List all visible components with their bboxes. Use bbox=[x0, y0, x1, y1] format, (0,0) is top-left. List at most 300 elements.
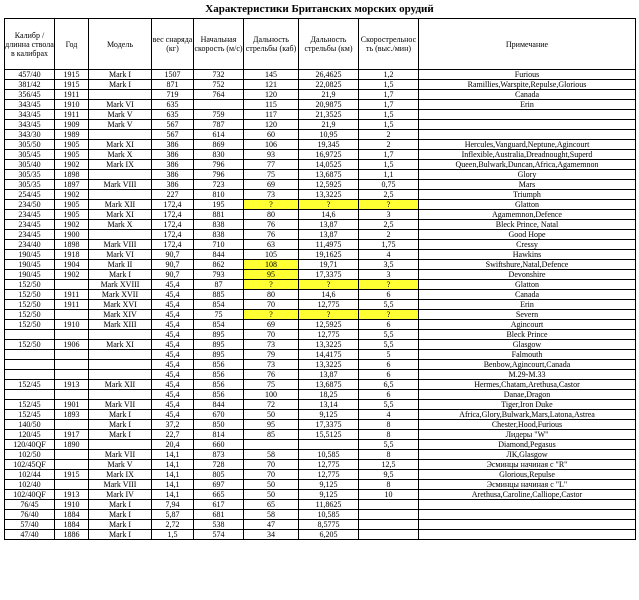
cell-range-km: 13,3225 bbox=[299, 190, 359, 200]
cell-range-cables: 69 bbox=[244, 180, 299, 190]
cell-caliber: 152/45 bbox=[5, 410, 55, 420]
cell-shell-weight: 1,5 bbox=[152, 530, 194, 540]
cell-muzzle-velocity: 87 bbox=[194, 280, 244, 290]
cell-model: Mark I bbox=[89, 80, 152, 90]
cell-range-km: 21,9 bbox=[299, 120, 359, 130]
cell-rate-of-fire: 6 bbox=[359, 370, 419, 380]
cell-year bbox=[55, 360, 89, 370]
cell-notes: Erin bbox=[419, 100, 636, 110]
cell-range-cables: 75 bbox=[244, 380, 299, 390]
cell-caliber: 305/35 bbox=[5, 180, 55, 190]
cell-muzzle-velocity: 787 bbox=[194, 120, 244, 130]
cell-caliber bbox=[5, 350, 55, 360]
cell-notes: Ramillies,Warspite,Repulse,Glorious bbox=[419, 80, 636, 90]
cell-shell-weight: 14,1 bbox=[152, 490, 194, 500]
cell-year: 1905 bbox=[55, 200, 89, 210]
cell-muzzle-velocity: 854 bbox=[194, 300, 244, 310]
cell-model: Mark XVIII bbox=[89, 280, 152, 290]
cell-caliber: 102/45QF bbox=[5, 460, 55, 470]
cell-range-km: 17,3375 bbox=[299, 420, 359, 430]
cell-caliber: 343/45 bbox=[5, 110, 55, 120]
cell-range-km: ? bbox=[299, 280, 359, 290]
cell-caliber: 120/45 bbox=[5, 430, 55, 440]
cell-range-km: 12,775 bbox=[299, 460, 359, 470]
table-row bbox=[5, 360, 636, 370]
cell-shell-weight: 45,4 bbox=[152, 330, 194, 340]
cell-muzzle-velocity: 614 bbox=[194, 130, 244, 140]
cell-notes: Chester,Hood,Furious bbox=[419, 420, 636, 430]
cell-rate-of-fire: 4 bbox=[359, 410, 419, 420]
cell-model bbox=[89, 360, 152, 370]
cell-shell-weight: 45,4 bbox=[152, 280, 194, 290]
cell-shell-weight: 45,4 bbox=[152, 310, 194, 320]
cell-range-km: 17,3375 bbox=[299, 270, 359, 280]
cell-notes bbox=[419, 520, 636, 530]
cell-range-km: 9,125 bbox=[299, 410, 359, 420]
cell-caliber: 47/40 bbox=[5, 530, 55, 540]
cell-shell-weight: 386 bbox=[152, 140, 194, 150]
cell-caliber: 102/40 bbox=[5, 480, 55, 490]
cell-range-cables: 105 bbox=[244, 250, 299, 260]
cell-caliber: 234/45 bbox=[5, 210, 55, 220]
table-row bbox=[5, 350, 636, 360]
table-row bbox=[5, 520, 636, 530]
cell-year: 1905 bbox=[55, 140, 89, 150]
table-row bbox=[5, 210, 636, 220]
cell-model: Mark VI bbox=[89, 100, 152, 110]
cell-muzzle-velocity: 752 bbox=[194, 80, 244, 90]
cell-notes: Эсминцы начиная с "L" bbox=[419, 480, 636, 490]
cell-rate-of-fire: 1,5 bbox=[359, 160, 419, 170]
cell-year: 1915 bbox=[55, 80, 89, 90]
cell-range-km: 13,87 bbox=[299, 230, 359, 240]
cell-model: Mark IX bbox=[89, 160, 152, 170]
cell-rate-of-fire: 8 bbox=[359, 480, 419, 490]
cell-model: Mark XIII bbox=[89, 320, 152, 330]
cell-notes: Severn bbox=[419, 310, 636, 320]
cell-range-km: 19,1625 bbox=[299, 250, 359, 260]
cell-shell-weight: 635 bbox=[152, 110, 194, 120]
cell-caliber: 152/50 bbox=[5, 310, 55, 320]
cell-caliber: 356/45 bbox=[5, 90, 55, 100]
cell-year: 1910 bbox=[55, 320, 89, 330]
cell-range-cables: 70 bbox=[244, 300, 299, 310]
cell-muzzle-velocity: 670 bbox=[194, 410, 244, 420]
cell-rate-of-fire: 1,75 bbox=[359, 240, 419, 250]
cell-range-cables: 95 bbox=[244, 420, 299, 430]
cell-muzzle-velocity: 710 bbox=[194, 240, 244, 250]
cell-rate-of-fire: 2 bbox=[359, 140, 419, 150]
cell-year: 1886 bbox=[55, 530, 89, 540]
cell-muzzle-velocity: 895 bbox=[194, 340, 244, 350]
cell-caliber: 152/50 bbox=[5, 280, 55, 290]
cell-rate-of-fire: 1,7 bbox=[359, 100, 419, 110]
table-row bbox=[5, 70, 636, 80]
cell-muzzle-velocity: 844 bbox=[194, 400, 244, 410]
cell-range-cables: 120 bbox=[244, 120, 299, 130]
cell-caliber: 152/45 bbox=[5, 400, 55, 410]
cell-rate-of-fire: 6,5 bbox=[359, 380, 419, 390]
cell-notes bbox=[419, 530, 636, 540]
col-notes: Примечание bbox=[419, 19, 636, 70]
cell-year: 1890 bbox=[55, 440, 89, 450]
cell-rate-of-fire: 2,5 bbox=[359, 190, 419, 200]
cell-rate-of-fire: 9,5 bbox=[359, 470, 419, 480]
cell-model: Mark I bbox=[89, 500, 152, 510]
cell-range-cables: 70 bbox=[244, 330, 299, 340]
cell-shell-weight: 45,4 bbox=[152, 290, 194, 300]
cell-range-cables: 76 bbox=[244, 220, 299, 230]
cell-model bbox=[89, 130, 152, 140]
cell-model bbox=[89, 90, 152, 100]
cell-range-km: 13,3225 bbox=[299, 340, 359, 350]
cell-shell-weight: 386 bbox=[152, 150, 194, 160]
cell-range-cables: 80 bbox=[244, 210, 299, 220]
cell-muzzle-velocity: 665 bbox=[194, 490, 244, 500]
cell-range-km: 14,4175 bbox=[299, 350, 359, 360]
cell-range-km: 26,4625 bbox=[299, 70, 359, 80]
cell-notes: Falmouth bbox=[419, 350, 636, 360]
table-row bbox=[5, 180, 636, 190]
cell-shell-weight: 567 bbox=[152, 120, 194, 130]
cell-muzzle-velocity: 844 bbox=[194, 250, 244, 260]
cell-rate-of-fire: 8 bbox=[359, 450, 419, 460]
table-row bbox=[5, 460, 636, 470]
cell-model: Mark I bbox=[89, 430, 152, 440]
cell-model: Mark VII bbox=[89, 450, 152, 460]
cell-range-cables: 47 bbox=[244, 520, 299, 530]
cell-shell-weight: 14,1 bbox=[152, 480, 194, 490]
cell-year: 1898 bbox=[55, 170, 89, 180]
cell-caliber: 190/45 bbox=[5, 260, 55, 270]
table-row bbox=[5, 280, 636, 290]
cell-shell-weight: 871 bbox=[152, 80, 194, 90]
cell-caliber bbox=[5, 360, 55, 370]
cell-range-km: 9,125 bbox=[299, 490, 359, 500]
table-row bbox=[5, 130, 636, 140]
cell-muzzle-velocity: 838 bbox=[194, 230, 244, 240]
cell-muzzle-velocity: 810 bbox=[194, 190, 244, 200]
cell-range-cables bbox=[244, 440, 299, 450]
cell-muzzle-velocity: 75 bbox=[194, 310, 244, 320]
cell-range-km: 20,9875 bbox=[299, 100, 359, 110]
col-range-cables: Дальность стрельбы (каб) bbox=[244, 19, 299, 70]
cell-year: 1913 bbox=[55, 380, 89, 390]
cell-range-km: 11,4975 bbox=[299, 240, 359, 250]
cell-range-km: 21,3525 bbox=[299, 110, 359, 120]
cell-year bbox=[55, 390, 89, 400]
cell-range-cables: 93 bbox=[244, 150, 299, 160]
cell-range-cables: 70 bbox=[244, 470, 299, 480]
cell-range-km: 14,6 bbox=[299, 210, 359, 220]
cell-rate-of-fire: 1,5 bbox=[359, 110, 419, 120]
col-shell-weight: вес снаряда (кг) bbox=[152, 19, 194, 70]
cell-muzzle-velocity: 723 bbox=[194, 180, 244, 190]
cell-year: 1913 bbox=[55, 490, 89, 500]
cell-rate-of-fire: 6 bbox=[359, 290, 419, 300]
cell-rate-of-fire: 2 bbox=[359, 130, 419, 140]
cell-caliber: 343/45 bbox=[5, 100, 55, 110]
cell-caliber: 102/50 bbox=[5, 450, 55, 460]
cell-rate-of-fire bbox=[359, 500, 419, 510]
cell-rate-of-fire: 1,7 bbox=[359, 90, 419, 100]
cell-rate-of-fire: 5,5 bbox=[359, 300, 419, 310]
cell-range-km: 22,0825 bbox=[299, 80, 359, 90]
table-row bbox=[5, 440, 636, 450]
cell-range-cables: 50 bbox=[244, 480, 299, 490]
table-row bbox=[5, 390, 636, 400]
table-row bbox=[5, 250, 636, 260]
cell-model: Mark I bbox=[89, 520, 152, 530]
cell-muzzle-velocity: 796 bbox=[194, 170, 244, 180]
cell-year bbox=[55, 480, 89, 490]
cell-shell-weight: 45,4 bbox=[152, 320, 194, 330]
cell-caliber: 102/44 bbox=[5, 470, 55, 480]
cell-range-km: 21,9 bbox=[299, 90, 359, 100]
cell-range-km: 13,3225 bbox=[299, 360, 359, 370]
cell-range-cables: 75 bbox=[244, 170, 299, 180]
cell-range-cables: 58 bbox=[244, 510, 299, 520]
cell-model: Mark I bbox=[89, 530, 152, 540]
cell-year bbox=[55, 350, 89, 360]
table-row bbox=[5, 160, 636, 170]
col-year: Год bbox=[55, 19, 89, 70]
table-row bbox=[5, 90, 636, 100]
cell-rate-of-fire: 0,75 bbox=[359, 180, 419, 190]
cell-model: Mark I bbox=[89, 410, 152, 420]
cell-range-km: 13,6875 bbox=[299, 380, 359, 390]
cell-shell-weight: 14,1 bbox=[152, 460, 194, 470]
table-row bbox=[5, 110, 636, 120]
cell-model: Mark VIII bbox=[89, 180, 152, 190]
cell-rate-of-fire: 1,7 bbox=[359, 150, 419, 160]
cell-year: 1909 bbox=[55, 120, 89, 130]
cell-range-cables: 58 bbox=[244, 450, 299, 460]
cell-notes: Лидеры "W" bbox=[419, 430, 636, 440]
cell-caliber: 343/30 bbox=[5, 130, 55, 140]
cell-caliber bbox=[5, 370, 55, 380]
cell-range-cables: ? bbox=[244, 310, 299, 320]
cell-model: Mark VII bbox=[89, 400, 152, 410]
cell-shell-weight: 22,7 bbox=[152, 430, 194, 440]
cell-notes bbox=[419, 500, 636, 510]
cell-rate-of-fire: 2 bbox=[359, 230, 419, 240]
cell-shell-weight: 90,7 bbox=[152, 250, 194, 260]
cell-year: 1902 bbox=[55, 270, 89, 280]
cell-muzzle-velocity: 830 bbox=[194, 150, 244, 160]
cell-caliber: 76/45 bbox=[5, 500, 55, 510]
cell-range-cables: 117 bbox=[244, 110, 299, 120]
cell-range-km: 18,25 bbox=[299, 390, 359, 400]
cell-muzzle-velocity: 854 bbox=[194, 320, 244, 330]
cell-rate-of-fire: ? bbox=[359, 310, 419, 320]
cell-muzzle-velocity: 881 bbox=[194, 210, 244, 220]
cell-notes: M.29-M.33 bbox=[419, 370, 636, 380]
cell-model: Mark XVI bbox=[89, 300, 152, 310]
table-row bbox=[5, 420, 636, 430]
cell-shell-weight: 45,4 bbox=[152, 350, 194, 360]
cell-range-km: 12,775 bbox=[299, 300, 359, 310]
cell-range-cables: 73 bbox=[244, 340, 299, 350]
cell-rate-of-fire: 6 bbox=[359, 360, 419, 370]
cell-muzzle-velocity: 660 bbox=[194, 440, 244, 450]
cell-range-km: 12,5925 bbox=[299, 180, 359, 190]
cell-range-cables: 50 bbox=[244, 410, 299, 420]
cell-range-cables: 100 bbox=[244, 390, 299, 400]
cell-year: 1911 bbox=[55, 300, 89, 310]
cell-caliber: 57/40 bbox=[5, 520, 55, 530]
cell-shell-weight: 386 bbox=[152, 170, 194, 180]
cell-rate-of-fire: 1,2 bbox=[359, 70, 419, 80]
cell-shell-weight: 1507 bbox=[152, 70, 194, 80]
cell-range-cables: 120 bbox=[244, 90, 299, 100]
cell-notes: Mars bbox=[419, 180, 636, 190]
cell-model: Mark V bbox=[89, 460, 152, 470]
cell-year bbox=[55, 460, 89, 470]
cell-model: Mark I bbox=[89, 270, 152, 280]
cell-model: Mark XI bbox=[89, 340, 152, 350]
cell-range-cables: 95 bbox=[244, 270, 299, 280]
cell-shell-weight: 172,4 bbox=[152, 230, 194, 240]
cell-rate-of-fire: 12,5 bbox=[359, 460, 419, 470]
table-row bbox=[5, 300, 636, 310]
cell-notes: Bleck Prince, Natal bbox=[419, 220, 636, 230]
cell-rate-of-fire: 3,5 bbox=[359, 260, 419, 270]
cell-year: 1910 bbox=[55, 500, 89, 510]
cell-year: 1904 bbox=[55, 260, 89, 270]
cell-range-cables: 115 bbox=[244, 100, 299, 110]
table-row bbox=[5, 340, 636, 350]
cell-shell-weight: 386 bbox=[152, 180, 194, 190]
cell-muzzle-velocity: 895 bbox=[194, 350, 244, 360]
cell-model: Mark V bbox=[89, 110, 152, 120]
cell-range-km: 15,5125 bbox=[299, 430, 359, 440]
cell-range-cables: 60 bbox=[244, 130, 299, 140]
cell-range-km: 6,205 bbox=[299, 530, 359, 540]
cell-model: Mark VIII bbox=[89, 240, 152, 250]
cell-range-km: 11,8625 bbox=[299, 500, 359, 510]
cell-model: Mark X bbox=[89, 150, 152, 160]
cell-muzzle-velocity: 732 bbox=[194, 70, 244, 80]
cell-model bbox=[89, 190, 152, 200]
cell-shell-weight: 45,4 bbox=[152, 380, 194, 390]
table-row bbox=[5, 410, 636, 420]
cell-rate-of-fire: 4 bbox=[359, 250, 419, 260]
cell-model: Mark XII bbox=[89, 380, 152, 390]
cell-rate-of-fire: 6 bbox=[359, 390, 419, 400]
cell-range-km: 13,14 bbox=[299, 400, 359, 410]
cell-range-km: 9,125 bbox=[299, 480, 359, 490]
cell-year: 1902 bbox=[55, 160, 89, 170]
cell-model: Mark I bbox=[89, 420, 152, 430]
table-row bbox=[5, 80, 636, 90]
cell-rate-of-fire: 1,5 bbox=[359, 120, 419, 130]
cell-caliber: 76/40 bbox=[5, 510, 55, 520]
cell-rate-of-fire: ? bbox=[359, 200, 419, 210]
col-model: Модель bbox=[89, 19, 152, 70]
cell-model: Mark II bbox=[89, 260, 152, 270]
cell-year: 1918 bbox=[55, 250, 89, 260]
cell-caliber: 152/50 bbox=[5, 290, 55, 300]
cell-rate-of-fire: 2,5 bbox=[359, 220, 419, 230]
cell-model: Mark I bbox=[89, 70, 152, 80]
cell-year: 1905 bbox=[55, 150, 89, 160]
table-row bbox=[5, 480, 636, 490]
cell-year bbox=[55, 330, 89, 340]
cell-muzzle-velocity: 862 bbox=[194, 260, 244, 270]
cell-range-km: 12,775 bbox=[299, 330, 359, 340]
cell-notes: Canada bbox=[419, 290, 636, 300]
cell-model bbox=[89, 370, 152, 380]
cell-notes bbox=[419, 130, 636, 140]
table-row bbox=[5, 170, 636, 180]
cell-shell-weight: 172,4 bbox=[152, 210, 194, 220]
cell-rate-of-fire: 5 bbox=[359, 350, 419, 360]
cell-notes: Erin bbox=[419, 300, 636, 310]
cell-rate-of-fire bbox=[359, 530, 419, 540]
cell-shell-weight: 14,1 bbox=[152, 450, 194, 460]
cell-shell-weight: 37,2 bbox=[152, 420, 194, 430]
cell-model: Mark XIV bbox=[89, 310, 152, 320]
cell-notes: Hermes,Chatam,Arethusa,Castor bbox=[419, 380, 636, 390]
table-row bbox=[5, 140, 636, 150]
cell-shell-weight: 2,72 bbox=[152, 520, 194, 530]
cell-year: 1897 bbox=[55, 180, 89, 190]
cell-muzzle-velocity: 895 bbox=[194, 330, 244, 340]
cell-range-cables: 73 bbox=[244, 360, 299, 370]
cell-notes: Queen,Bulwark,Duncan,Africa,Agamemnon bbox=[419, 160, 636, 170]
cell-year: 1910 bbox=[55, 100, 89, 110]
cell-rate-of-fire: 5,5 bbox=[359, 330, 419, 340]
cell-notes: Benbow,Agincourt,Canada bbox=[419, 360, 636, 370]
cell-range-cables: 108 bbox=[244, 260, 299, 270]
cell-model: Mark VI bbox=[89, 250, 152, 260]
table-row bbox=[5, 190, 636, 200]
cell-year bbox=[55, 310, 89, 320]
cell-shell-weight: 5,87 bbox=[152, 510, 194, 520]
table-row bbox=[5, 450, 636, 460]
cell-shell-weight: 45,4 bbox=[152, 400, 194, 410]
table-row bbox=[5, 530, 636, 540]
cell-notes: Agamemnon,Defence bbox=[419, 210, 636, 220]
cell-year: 1884 bbox=[55, 510, 89, 520]
cell-shell-weight: 90,7 bbox=[152, 260, 194, 270]
cell-range-km: 10,95 bbox=[299, 130, 359, 140]
table-body bbox=[5, 70, 636, 540]
cell-year bbox=[55, 450, 89, 460]
table-row bbox=[5, 310, 636, 320]
table-row bbox=[5, 120, 636, 130]
cell-muzzle-velocity bbox=[194, 100, 244, 110]
cell-range-km: 12,775 bbox=[299, 470, 359, 480]
cell-rate-of-fire: 5,5 bbox=[359, 400, 419, 410]
cell-model bbox=[89, 390, 152, 400]
cell-muzzle-velocity: 538 bbox=[194, 520, 244, 530]
table-row bbox=[5, 400, 636, 410]
cell-notes: Good Hope bbox=[419, 230, 636, 240]
cell-year: 1911 bbox=[55, 110, 89, 120]
cell-range-km: 8,5775 bbox=[299, 520, 359, 530]
cell-model bbox=[89, 230, 152, 240]
cell-muzzle-velocity: 838 bbox=[194, 220, 244, 230]
cell-range-cables: 34 bbox=[244, 530, 299, 540]
cell-model: Mark VIII bbox=[89, 480, 152, 490]
cell-notes: Glatton bbox=[419, 200, 636, 210]
cell-shell-weight: 45,4 bbox=[152, 360, 194, 370]
cell-notes: Glory bbox=[419, 170, 636, 180]
cell-notes: Danae,Dragon bbox=[419, 390, 636, 400]
table-row bbox=[5, 200, 636, 210]
